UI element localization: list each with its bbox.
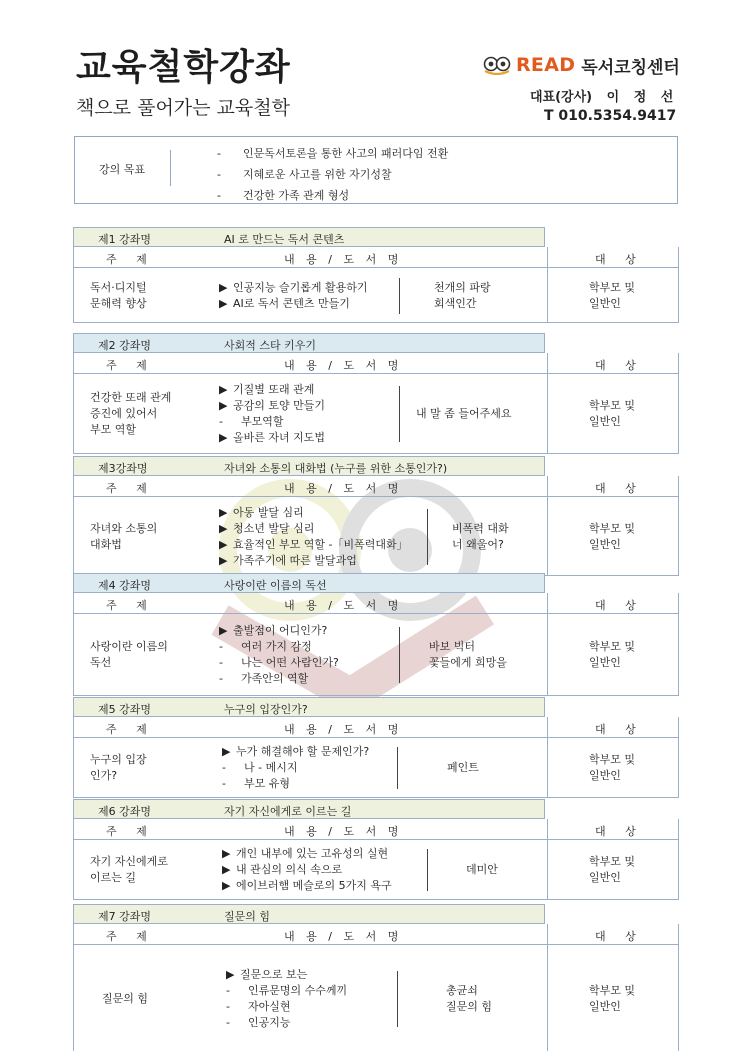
column-topic: 주 제 <box>106 723 147 736</box>
content-text: 인공지능 <box>248 1016 291 1029</box>
divider <box>547 840 548 899</box>
column-topic: 주 제 <box>106 825 147 838</box>
divider <box>547 247 548 267</box>
lecture-topic <box>90 639 168 671</box>
content-item <box>219 296 368 312</box>
lecture-block <box>73 697 679 798</box>
column-header-row <box>73 353 679 374</box>
lecture-topic <box>90 390 171 438</box>
book-line: 데미안 <box>466 863 498 876</box>
column-target: 대 상 <box>595 723 636 736</box>
content-item <box>222 776 369 792</box>
column-content: 내 용 / 도 서 명 <box>284 253 399 266</box>
book-title <box>434 280 491 312</box>
column-header-row <box>73 593 679 614</box>
page-subtitle: 책으로 풀어가는 교육철학 <box>76 97 290 119</box>
content-text: 가족주기에 따른 발달과업 <box>233 553 357 567</box>
lecture-body <box>73 945 679 1051</box>
lecture-contents <box>222 744 369 792</box>
book-line: 내 말 좀 들어주세요 <box>416 407 512 420</box>
lecture-contents <box>222 846 392 894</box>
goal-item: - 지혜로운 사고를 위한 자기성찰 <box>217 168 392 181</box>
content-text: 나 - 메시지 <box>244 761 298 774</box>
column-header-row <box>73 924 679 945</box>
lecture-contents <box>219 623 339 687</box>
lecture-name: AI 로 만드는 독서 콘텐츠 <box>224 233 345 246</box>
target-line: 학부모 및 <box>589 753 636 766</box>
lecture-body <box>73 614 679 696</box>
content-item <box>219 655 339 671</box>
lecture-block <box>73 799 679 900</box>
book-divider <box>397 747 398 789</box>
dash-marker: - <box>226 1016 230 1029</box>
book-divider <box>427 849 428 891</box>
target-line: 학부모 및 <box>589 984 636 997</box>
target-line: 일반인 <box>589 415 621 428</box>
arrow-marker-icon: ▶ <box>219 521 228 535</box>
column-content: 내 용 / 도 서 명 <box>284 482 399 495</box>
column-content: 내 용 / 도 서 명 <box>284 359 399 372</box>
column-header-row <box>73 476 679 497</box>
lecture-contents <box>219 280 368 312</box>
lecture-header <box>73 227 545 247</box>
lecture-target <box>589 983 635 1015</box>
lecture-block <box>73 573 679 696</box>
lecture-contents <box>219 382 325 446</box>
arrow-marker-icon: ▶ <box>219 296 228 310</box>
divider <box>547 614 548 695</box>
content-item <box>222 862 392 878</box>
dash-marker: - <box>222 777 226 790</box>
content-text: 인공지능 슬기롭게 활용하기 <box>233 280 368 294</box>
content-item <box>219 505 408 521</box>
book-divider <box>399 627 400 683</box>
lecture-target <box>589 639 635 671</box>
phone-number: T 010.5354.9417 <box>544 108 677 124</box>
content-item <box>219 553 408 569</box>
content-item <box>222 878 392 894</box>
lecture-body <box>73 497 679 576</box>
lecture-name: 자기 자신에게로 이르는 길 <box>224 805 352 818</box>
arrow-marker-icon: ▶ <box>219 383 228 396</box>
topic-line: 자기 자신에게로 <box>90 855 168 868</box>
lecture-target <box>589 854 635 886</box>
dash-marker: - <box>219 672 223 685</box>
content-text: 나는 어떤 사람인가? <box>241 656 339 669</box>
content-text: 누가 해결해야 할 문제인가? <box>236 745 370 758</box>
content-text: 가족안의 역할 <box>241 672 309 685</box>
arrow-marker-icon: ▶ <box>219 431 228 444</box>
dash-marker: - <box>219 640 223 653</box>
column-target: 대 상 <box>595 599 636 612</box>
lecture-name: 자녀와 소통의 대화법 (누구를 위한 소통인가?) <box>224 462 448 475</box>
content-text: 에이브러햄 메슬로의 5가지 욕구 <box>236 879 392 892</box>
arrow-marker-icon: ▶ <box>219 537 228 551</box>
book-title <box>429 639 507 671</box>
goal-label: 강의 목표 <box>99 163 146 176</box>
arrow-marker-icon: ▶ <box>219 505 228 519</box>
lecture-number: 제1 강좌명 <box>98 233 151 246</box>
content-item <box>226 1015 347 1031</box>
topic-line: 질문의 힘 <box>102 992 149 1005</box>
content-item <box>219 537 408 553</box>
target-line: 일반인 <box>589 871 621 884</box>
divider <box>547 497 548 575</box>
book-line: 페인트 <box>447 761 479 774</box>
content-item <box>219 521 408 537</box>
arrow-marker-icon: ▶ <box>222 879 231 892</box>
book-line: 비폭력 대화 <box>452 521 509 535</box>
lecture-name: 사회적 스타 키우기 <box>224 339 317 352</box>
column-target: 대 상 <box>595 253 636 266</box>
content-item <box>219 398 325 414</box>
dash-marker: - <box>222 761 226 774</box>
column-content: 내 용 / 도 서 명 <box>284 599 399 612</box>
lecture-header <box>73 333 545 353</box>
target-line: 일반인 <box>589 1000 621 1013</box>
column-header-row <box>73 819 679 840</box>
target-line: 학부모 및 <box>589 640 636 653</box>
lecture-header <box>73 904 545 924</box>
content-item <box>219 623 339 639</box>
topic-line: 이르는 길 <box>90 871 137 884</box>
lecture-body <box>73 738 679 798</box>
dash-marker: - <box>219 656 223 669</box>
divider <box>547 353 548 373</box>
book-divider <box>427 509 428 565</box>
lecture-target <box>589 521 635 553</box>
book-title <box>466 862 498 878</box>
column-target: 대 상 <box>595 930 636 943</box>
lecture-number: 제7 강좌명 <box>98 910 151 923</box>
book-title <box>447 760 479 776</box>
lecture-target <box>589 752 635 784</box>
divider <box>547 268 548 322</box>
target-line: 학부모 및 <box>589 280 636 294</box>
goal-item: - 인문독서토론을 통한 사고의 패러다임 전환 <box>217 147 449 160</box>
target-line: 일반인 <box>589 296 621 310</box>
lecture-body <box>73 840 679 900</box>
topic-line: 대화법 <box>90 537 122 551</box>
content-item <box>219 382 325 398</box>
lecture-number: 제4 강좌명 <box>98 579 151 592</box>
divider <box>547 476 548 496</box>
content-item <box>222 760 369 776</box>
content-text: 청소년 발달 심리 <box>233 521 315 535</box>
goal-item: - 건강한 가족 관계 형성 <box>217 189 350 202</box>
content-text: 공감의 토양 만들기 <box>233 399 326 412</box>
content-item <box>219 639 339 655</box>
lecture-header <box>73 799 545 819</box>
arrow-marker-icon: ▶ <box>219 399 228 412</box>
lecture-number: 제3강좌명 <box>98 462 148 475</box>
arrow-marker-icon: ▶ <box>219 553 228 567</box>
topic-line: 누구의 입장 <box>90 753 147 766</box>
topic-line: 증진에 있어서 <box>90 407 158 420</box>
target-line: 일반인 <box>589 769 621 782</box>
content-text: 부모역할 <box>241 415 284 428</box>
column-content: 내 용 / 도 서 명 <box>284 930 399 943</box>
column-topic: 주 제 <box>106 930 147 943</box>
divider <box>547 374 548 453</box>
book-line: 꽃들에게 희망을 <box>429 656 507 669</box>
column-content: 내 용 / 도 서 명 <box>284 825 399 838</box>
divider <box>547 819 548 839</box>
arrow-marker-icon: ▶ <box>222 863 231 876</box>
book-line: 천개의 파랑 <box>434 280 491 294</box>
topic-line: 문해력 향상 <box>90 296 147 310</box>
content-text: 올바른 자녀 지도법 <box>233 431 326 444</box>
content-item <box>222 744 369 760</box>
book-eyes-icon <box>482 55 512 75</box>
content-text: 내 관심의 의식 속으로 <box>236 863 343 876</box>
divider <box>547 945 548 1051</box>
target-line: 학부모 및 <box>589 855 636 868</box>
lecture-block <box>73 904 679 1051</box>
lecture-name: 누구의 입장인가? <box>224 703 308 716</box>
book-title <box>446 983 492 1015</box>
dash-marker: - <box>226 984 230 997</box>
content-item <box>219 280 368 296</box>
column-target: 대 상 <box>595 825 636 838</box>
book-title <box>416 406 512 422</box>
column-target: 대 상 <box>595 482 636 495</box>
content-item <box>226 983 347 999</box>
content-text: 여러 가지 감정 <box>241 640 312 653</box>
representative: 대표(강사) 이 정 선 <box>530 90 674 105</box>
arrow-marker-icon: ▶ <box>222 745 231 758</box>
book-line: 질문의 힘 <box>446 1000 493 1013</box>
content-item <box>226 967 347 983</box>
page-title: 교육철학강좌 <box>76 47 291 88</box>
content-text: 효율적인 부모 역할 -「비폭력대화」 <box>233 537 408 551</box>
content-item <box>222 846 392 862</box>
lecture-number: 제2 강좌명 <box>98 339 151 352</box>
content-item <box>219 671 339 687</box>
lecture-body <box>73 374 679 454</box>
topic-line: 독서·디지털 <box>90 280 147 294</box>
book-divider <box>397 971 398 1027</box>
lecture-topic <box>90 521 157 553</box>
target-line: 일반인 <box>589 656 621 669</box>
content-text: 개인 내부에 있는 고유성의 실현 <box>236 847 389 860</box>
column-header-row <box>73 247 679 268</box>
lecture-header <box>73 697 545 717</box>
target-line: 학부모 및 <box>589 521 636 535</box>
topic-line: 부모 역할 <box>90 423 137 436</box>
divider <box>547 717 548 737</box>
content-item <box>219 414 325 430</box>
column-content: 내 용 / 도 서 명 <box>284 723 399 736</box>
lecture-number: 제5 강좌명 <box>98 703 151 716</box>
dash-marker: - <box>219 415 223 428</box>
lecture-name: 질문의 힘 <box>224 910 271 923</box>
lecture-topic <box>90 280 147 312</box>
column-target: 대 상 <box>595 359 636 372</box>
content-text: 부모 유형 <box>244 777 291 790</box>
lecture-target <box>589 280 635 312</box>
brand-logo <box>482 50 680 80</box>
topic-line: 건강한 또래 관계 <box>90 391 172 404</box>
lecture-topic <box>90 752 147 784</box>
column-topic: 주 제 <box>106 359 147 372</box>
column-topic: 주 제 <box>106 482 147 495</box>
lecture-name: 사랑이란 이름의 독선 <box>224 579 327 592</box>
brand-read: READ <box>516 54 576 76</box>
target-line: 일반인 <box>589 537 621 551</box>
content-text: 출발점이 어디인가? <box>233 624 328 637</box>
arrow-marker-icon: ▶ <box>219 624 228 637</box>
column-topic: 주 제 <box>106 599 147 612</box>
book-line: 너 왜울어? <box>452 537 504 551</box>
lecture-number: 제6 강좌명 <box>98 805 151 818</box>
arrow-marker-icon: ▶ <box>219 280 228 294</box>
content-text: 질문으로 보는 <box>240 968 308 981</box>
dash-marker: - <box>226 1000 230 1013</box>
divider <box>547 738 548 797</box>
lecture-contents <box>219 505 408 569</box>
content-text: 인류문명의 수수께끼 <box>248 984 348 997</box>
book-divider <box>399 386 400 442</box>
divider <box>547 593 548 613</box>
lecture-target <box>589 398 635 430</box>
lecture-topic <box>90 854 168 886</box>
lecture-topic <box>102 991 148 1007</box>
target-line: 학부모 및 <box>589 399 636 412</box>
content-text: 자아실현 <box>248 1000 291 1013</box>
book-line: 총균쇠 <box>446 984 478 997</box>
book-divider <box>399 278 400 314</box>
content-text: AI로 독서 콘텐츠 만들기 <box>233 296 350 310</box>
lecture-header <box>73 573 545 593</box>
book-line: 회색인간 <box>434 296 477 310</box>
goal-box <box>74 136 678 204</box>
topic-line: 독선 <box>90 656 112 669</box>
content-item <box>219 430 325 446</box>
arrow-marker-icon: ▶ <box>222 847 231 860</box>
divider <box>170 150 171 186</box>
book-line: 바보 빅터 <box>429 640 476 653</box>
topic-line: 사랑이란 이름의 <box>90 640 168 653</box>
lecture-block <box>73 333 679 454</box>
lecture-block <box>73 456 679 576</box>
brand-center: 독서코칭센터 <box>581 57 680 78</box>
lecture-block <box>73 227 679 323</box>
arrow-marker-icon: ▶ <box>226 968 235 981</box>
topic-line: 인가? <box>90 769 118 782</box>
lecture-contents <box>226 967 347 1031</box>
divider <box>547 924 548 944</box>
column-topic: 주 제 <box>106 253 147 266</box>
column-header-row <box>73 717 679 738</box>
book-title <box>452 521 509 553</box>
content-text: 아동 발달 심리 <box>233 505 304 519</box>
lecture-header <box>73 456 545 476</box>
content-item <box>226 999 347 1015</box>
lecture-body <box>73 268 679 323</box>
content-text: 기질별 또래 관계 <box>233 383 315 396</box>
topic-line: 자녀와 소통의 <box>90 521 158 535</box>
goal-list <box>217 143 448 206</box>
